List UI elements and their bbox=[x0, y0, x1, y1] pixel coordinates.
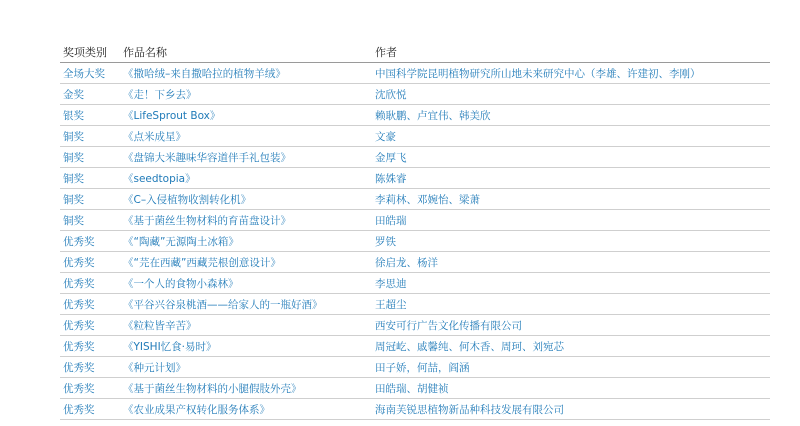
author-cell: 海南芙锐思植物新品种科技发展有限公司 bbox=[375, 403, 564, 416]
award-category-cell: 全场大奖 bbox=[63, 67, 105, 80]
table-row bbox=[60, 168, 770, 189]
work-title-cell: 《一个人的食物小森林》 bbox=[123, 277, 239, 290]
award-category-cell: 优秀奖 bbox=[63, 403, 95, 416]
header-work-title: 作品名称 bbox=[123, 45, 167, 59]
table-row bbox=[60, 210, 770, 231]
work-title-cell: 《基于菌丝生物材料的育苗盘设计》 bbox=[123, 214, 291, 227]
author-cell: 金厚飞 bbox=[375, 151, 407, 164]
work-title-cell: 《撒哈绒–来自撒哈拉的植物羊绒》 bbox=[123, 67, 286, 80]
author-cell: 沈欣悦 bbox=[375, 88, 407, 101]
award-category-cell: 优秀奖 bbox=[63, 298, 95, 311]
work-title-cell: 《走！下乡去》 bbox=[123, 88, 197, 101]
award-category-cell: 铜奖 bbox=[63, 151, 84, 164]
table-row bbox=[60, 336, 770, 357]
table-header bbox=[60, 41, 770, 63]
header-row bbox=[60, 41, 770, 63]
table-row bbox=[60, 147, 770, 168]
award-category-cell: 铜奖 bbox=[63, 214, 84, 227]
table-row bbox=[60, 189, 770, 210]
work-title-cell: 《盘锦大米趣味华容道伴手礼包装》 bbox=[123, 151, 291, 164]
table-body bbox=[60, 63, 770, 420]
table-row bbox=[60, 357, 770, 378]
award-category-cell: 优秀奖 bbox=[63, 361, 95, 374]
work-title-cell: 《基于菌丝生物材料的小腿假肢外壳》 bbox=[123, 382, 302, 395]
work-title-cell: 《“陶藏”无源陶土冰箱》 bbox=[123, 235, 239, 248]
award-category-cell: 优秀奖 bbox=[63, 256, 95, 269]
author-cell: 西安可行广告文化传播有限公司 bbox=[375, 319, 522, 332]
table-row bbox=[60, 273, 770, 294]
table-row bbox=[60, 252, 770, 273]
award-category-cell: 银奖 bbox=[63, 109, 84, 122]
award-category-cell: 铜奖 bbox=[63, 130, 84, 143]
work-title-cell: 《LifeSprout Box》 bbox=[123, 109, 221, 122]
work-title-cell: 《点米成星》 bbox=[123, 130, 186, 143]
work-title-cell: 《种元计划》 bbox=[123, 361, 186, 374]
author-cell: 罗铁 bbox=[375, 235, 396, 248]
table-row bbox=[60, 231, 770, 252]
author-cell: 陈姝睿 bbox=[375, 172, 407, 185]
author-cell: 文豪 bbox=[375, 130, 396, 143]
work-title-cell: 《“芫在西藏”西藏芫根创意设计》 bbox=[123, 256, 281, 269]
author-cell: 田皓瑞、胡健祯 bbox=[375, 382, 449, 395]
author-cell: 李思迪 bbox=[375, 277, 407, 290]
award-category-cell: 优秀奖 bbox=[63, 319, 95, 332]
table-row bbox=[60, 294, 770, 315]
work-title-cell: 《农业成果产权转化服务体系》 bbox=[123, 403, 270, 416]
work-title-cell: 《平谷兴谷泉桃酒——给家人的一瓶好酒》 bbox=[123, 298, 323, 311]
awards-table bbox=[60, 41, 770, 420]
author-cell: 中国科学院昆明植物研究所山地未来研究中心（李雄、许建初、李刚） bbox=[375, 67, 701, 80]
author-cell: 田子娇，何喆，阎涵 bbox=[375, 361, 470, 374]
author-cell: 徐启龙、杨洋 bbox=[375, 256, 438, 269]
award-category-cell: 铜奖 bbox=[63, 193, 84, 206]
work-title-cell: 《粒粒皆辛苦》 bbox=[123, 319, 197, 332]
header-award-category: 奖项类别 bbox=[63, 45, 107, 59]
author-cell: 周冠屹、戚馨纯、何木香、周珂、刘宛芯 bbox=[375, 340, 564, 353]
table-row bbox=[60, 84, 770, 105]
work-title-cell: 《seedtopia》 bbox=[123, 172, 196, 185]
author-cell: 李莉林、邓婉怡、梁萧 bbox=[375, 193, 480, 206]
header-author: 作者 bbox=[375, 45, 397, 59]
work-title-cell: 《YISHI忆食·易时》 bbox=[123, 340, 217, 353]
table-row bbox=[60, 126, 770, 147]
author-cell: 王超尘 bbox=[375, 298, 407, 311]
award-category-cell: 金奖 bbox=[63, 88, 84, 101]
table-row bbox=[60, 315, 770, 336]
award-category-cell: 优秀奖 bbox=[63, 340, 95, 353]
table-row bbox=[60, 105, 770, 126]
award-category-cell: 优秀奖 bbox=[63, 277, 95, 290]
table-row bbox=[60, 399, 770, 420]
table-row bbox=[60, 378, 770, 399]
author-cell: 田皓瑞 bbox=[375, 214, 407, 227]
table-row bbox=[60, 63, 770, 84]
author-cell: 赖耿鹏、卢宜伟、韩美欣 bbox=[375, 109, 491, 122]
work-title-cell: 《C–入侵植物收割转化机》 bbox=[123, 193, 252, 206]
award-category-cell: 铜奖 bbox=[63, 172, 84, 185]
award-category-cell: 优秀奖 bbox=[63, 235, 95, 248]
award-category-cell: 优秀奖 bbox=[63, 382, 95, 395]
